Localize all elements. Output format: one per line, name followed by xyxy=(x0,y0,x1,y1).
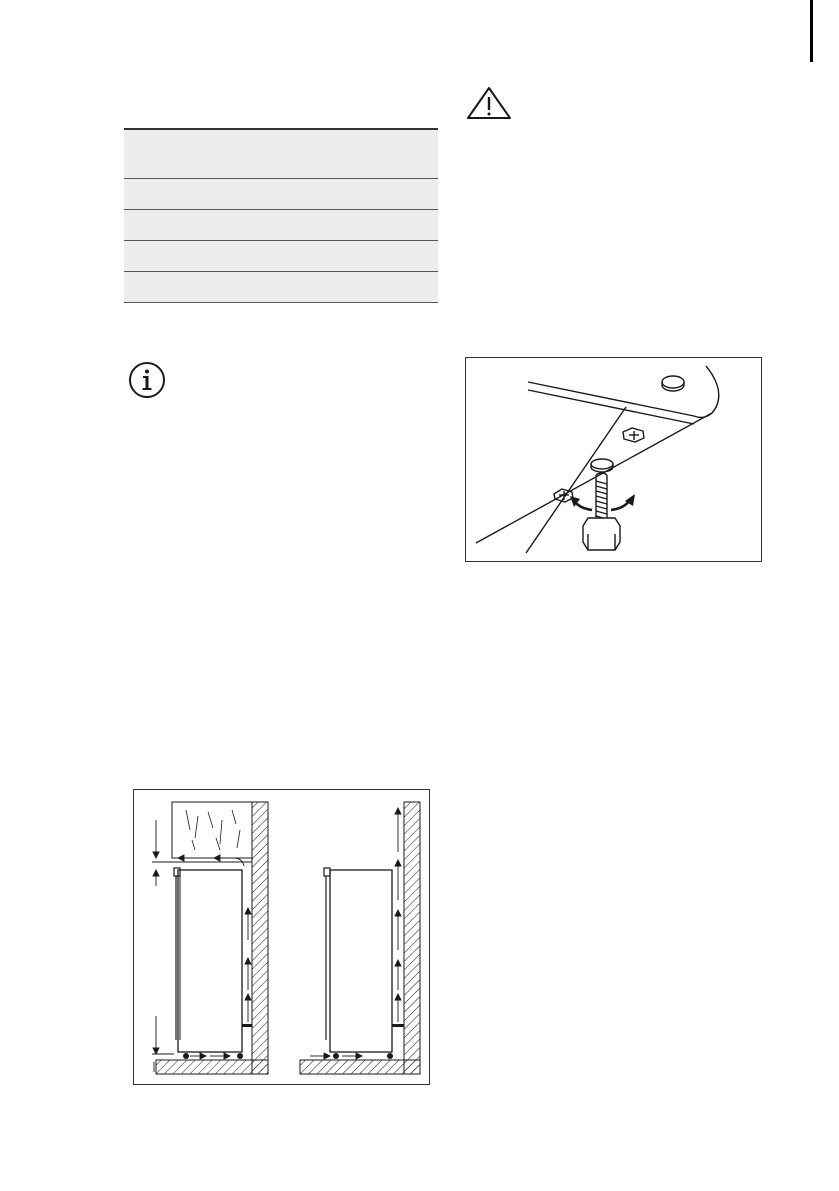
table-cell xyxy=(124,210,281,241)
table-cell xyxy=(281,241,438,272)
spec-table xyxy=(124,128,438,303)
table-row xyxy=(124,179,438,210)
ventilation-figure xyxy=(133,789,430,1085)
table-row xyxy=(124,241,438,272)
table-cell xyxy=(124,179,281,210)
page-edge-marker xyxy=(810,0,813,62)
table-row xyxy=(124,210,438,241)
ventilation-clearance-illustration xyxy=(134,790,429,1084)
table-cell xyxy=(281,210,438,241)
table-cell xyxy=(124,129,281,179)
warning-icon xyxy=(466,86,512,120)
table-cell xyxy=(124,272,281,303)
adjustable-foot-illustration xyxy=(466,358,761,561)
levelling-foot-figure xyxy=(465,357,762,562)
table-header-row xyxy=(124,129,438,179)
table-row xyxy=(124,272,438,303)
info-icon xyxy=(128,361,166,399)
table-cell xyxy=(281,129,438,179)
table-cell xyxy=(281,179,438,210)
table-cell xyxy=(124,241,281,272)
table-cell xyxy=(281,272,438,303)
